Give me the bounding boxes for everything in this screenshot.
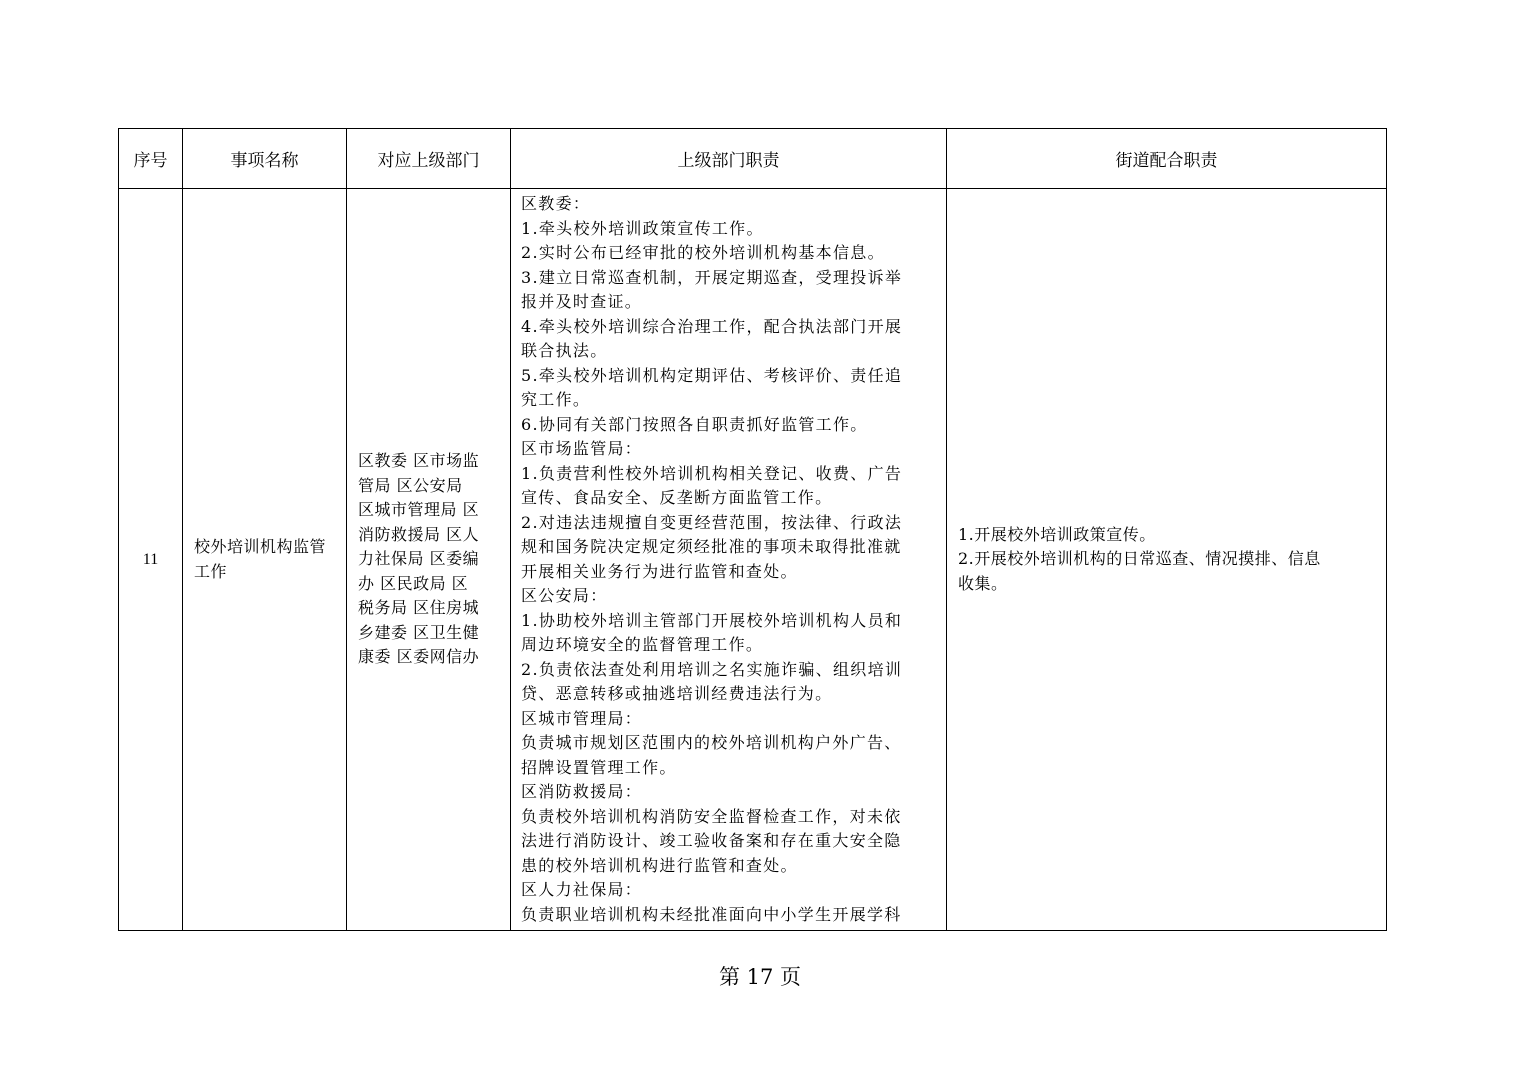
department-line: 力社保局 区委编 <box>358 549 480 569</box>
table-row <box>119 189 1387 931</box>
duty-line: 区城市管理局： <box>521 708 643 728</box>
duty-line: 区消防救援局： <box>521 782 643 801</box>
duty-line: 招牌设置管理工作。 <box>521 757 677 777</box>
duty-line: 1.牵头校外培训政策宣传工作。 <box>521 218 764 238</box>
duty-line: 周边环境安全的监督管理工作。 <box>521 635 764 654</box>
duty-table <box>118 128 1387 931</box>
department-line: 区城市管理局 区 <box>358 500 480 520</box>
department-line: 消防救援局 区人 <box>358 524 480 544</box>
row-seq: 11 <box>119 189 183 931</box>
duty-line: 患的校外培训机构进行监管和查处。 <box>521 855 798 875</box>
duty-line: 报并及时查证。 <box>521 292 643 311</box>
department-line: 区教委 区市场监 <box>358 451 480 471</box>
department-line: 康委 区委网信办 <box>358 647 480 667</box>
duty-line: 贷、恶意转移或抽逃培训经费违法行为。 <box>521 684 833 703</box>
row-street-duties <box>947 189 1387 931</box>
duty-line: 区公安局： <box>521 586 608 605</box>
duty-line: 究工作。 <box>521 390 591 409</box>
department-line: 办 区民政局 区 <box>358 573 469 593</box>
duty-line: 负责职业培训机构未经批准面向中小学生开展学科 <box>521 904 902 924</box>
table-header-row <box>119 129 1387 189</box>
department-line: 管局 区公安局 <box>358 475 463 495</box>
page-number: 第 17 页 <box>718 965 802 989</box>
header-street-duties: 街道配合职责 <box>947 129 1387 189</box>
row-upper-duties <box>511 189 947 931</box>
header-upper-duties: 上级部门职责 <box>511 129 947 189</box>
duty-line: 4.牵头校外培训综合治理工作，配合执法部门开展 <box>521 316 903 336</box>
street-duty-line: 收集。 <box>958 573 1008 593</box>
department-line: 税务局 区住房城 <box>358 598 480 618</box>
duty-line: 1.协助校外培训主管部门开展校外培训机构人员和 <box>521 610 903 630</box>
header-seq: 序号 <box>119 129 183 189</box>
duty-line: 负责城市规划区范围内的校外培训机构户外广告、 <box>521 733 902 752</box>
row-upper-departments <box>347 189 511 931</box>
duty-line: 5.牵头校外培训机构定期评估、考核评价、责任追 <box>521 365 903 385</box>
duty-line: 区市场监管局： <box>521 439 643 458</box>
duty-line: 2.实时公布已经审批的校外培训机构基本信息。 <box>521 243 885 262</box>
duty-line: 开展相关业务行为进行监管和查处。 <box>521 561 798 581</box>
duty-line: 宣传、食品安全、反垄断方面监管工作。 <box>521 488 833 507</box>
street-duty-line: 2.开展校外培训机构的日常巡查、情况摸排、信息 <box>958 549 1321 569</box>
header-upper-department: 对应上级部门 <box>347 129 511 189</box>
duty-line: 1.负责营利性校外培训机构相关登记、收费、广告 <box>521 463 903 483</box>
duty-line: 2.对违法违规擅自变更经营范围，按法律、行政法 <box>521 512 903 532</box>
department-line: 乡建委 区卫生健 <box>358 622 480 642</box>
duty-line: 6.协同有关部门按照各自职责抓好监管工作。 <box>521 414 868 434</box>
header-item-name: 事项名称 <box>183 129 347 189</box>
duty-line: 3.建立日常巡查机制，开展定期巡查，受理投诉举 <box>521 267 903 287</box>
duty-line: 区教委： <box>521 194 591 213</box>
row-item-name: 校外培训机构监管工作 <box>183 189 347 931</box>
street-duty-line: 1.开展校外培训政策宣传。 <box>958 524 1156 544</box>
duty-line: 规和国务院决定规定须经批准的事项未取得批准就 <box>521 537 902 556</box>
duty-line: 负责校外培训机构消防安全监督检查工作，对未依 <box>521 806 902 826</box>
duty-line: 联合执法。 <box>521 341 608 360</box>
duty-line: 2.负责依法查处利用培训之名实施诈骗、组织培训 <box>521 659 903 679</box>
duty-line: 法进行消防设计、竣工验收备案和存在重大安全隐 <box>521 831 902 850</box>
upper-duties-text <box>521 192 938 924</box>
duty-line: 区人力社保局： <box>521 880 643 899</box>
